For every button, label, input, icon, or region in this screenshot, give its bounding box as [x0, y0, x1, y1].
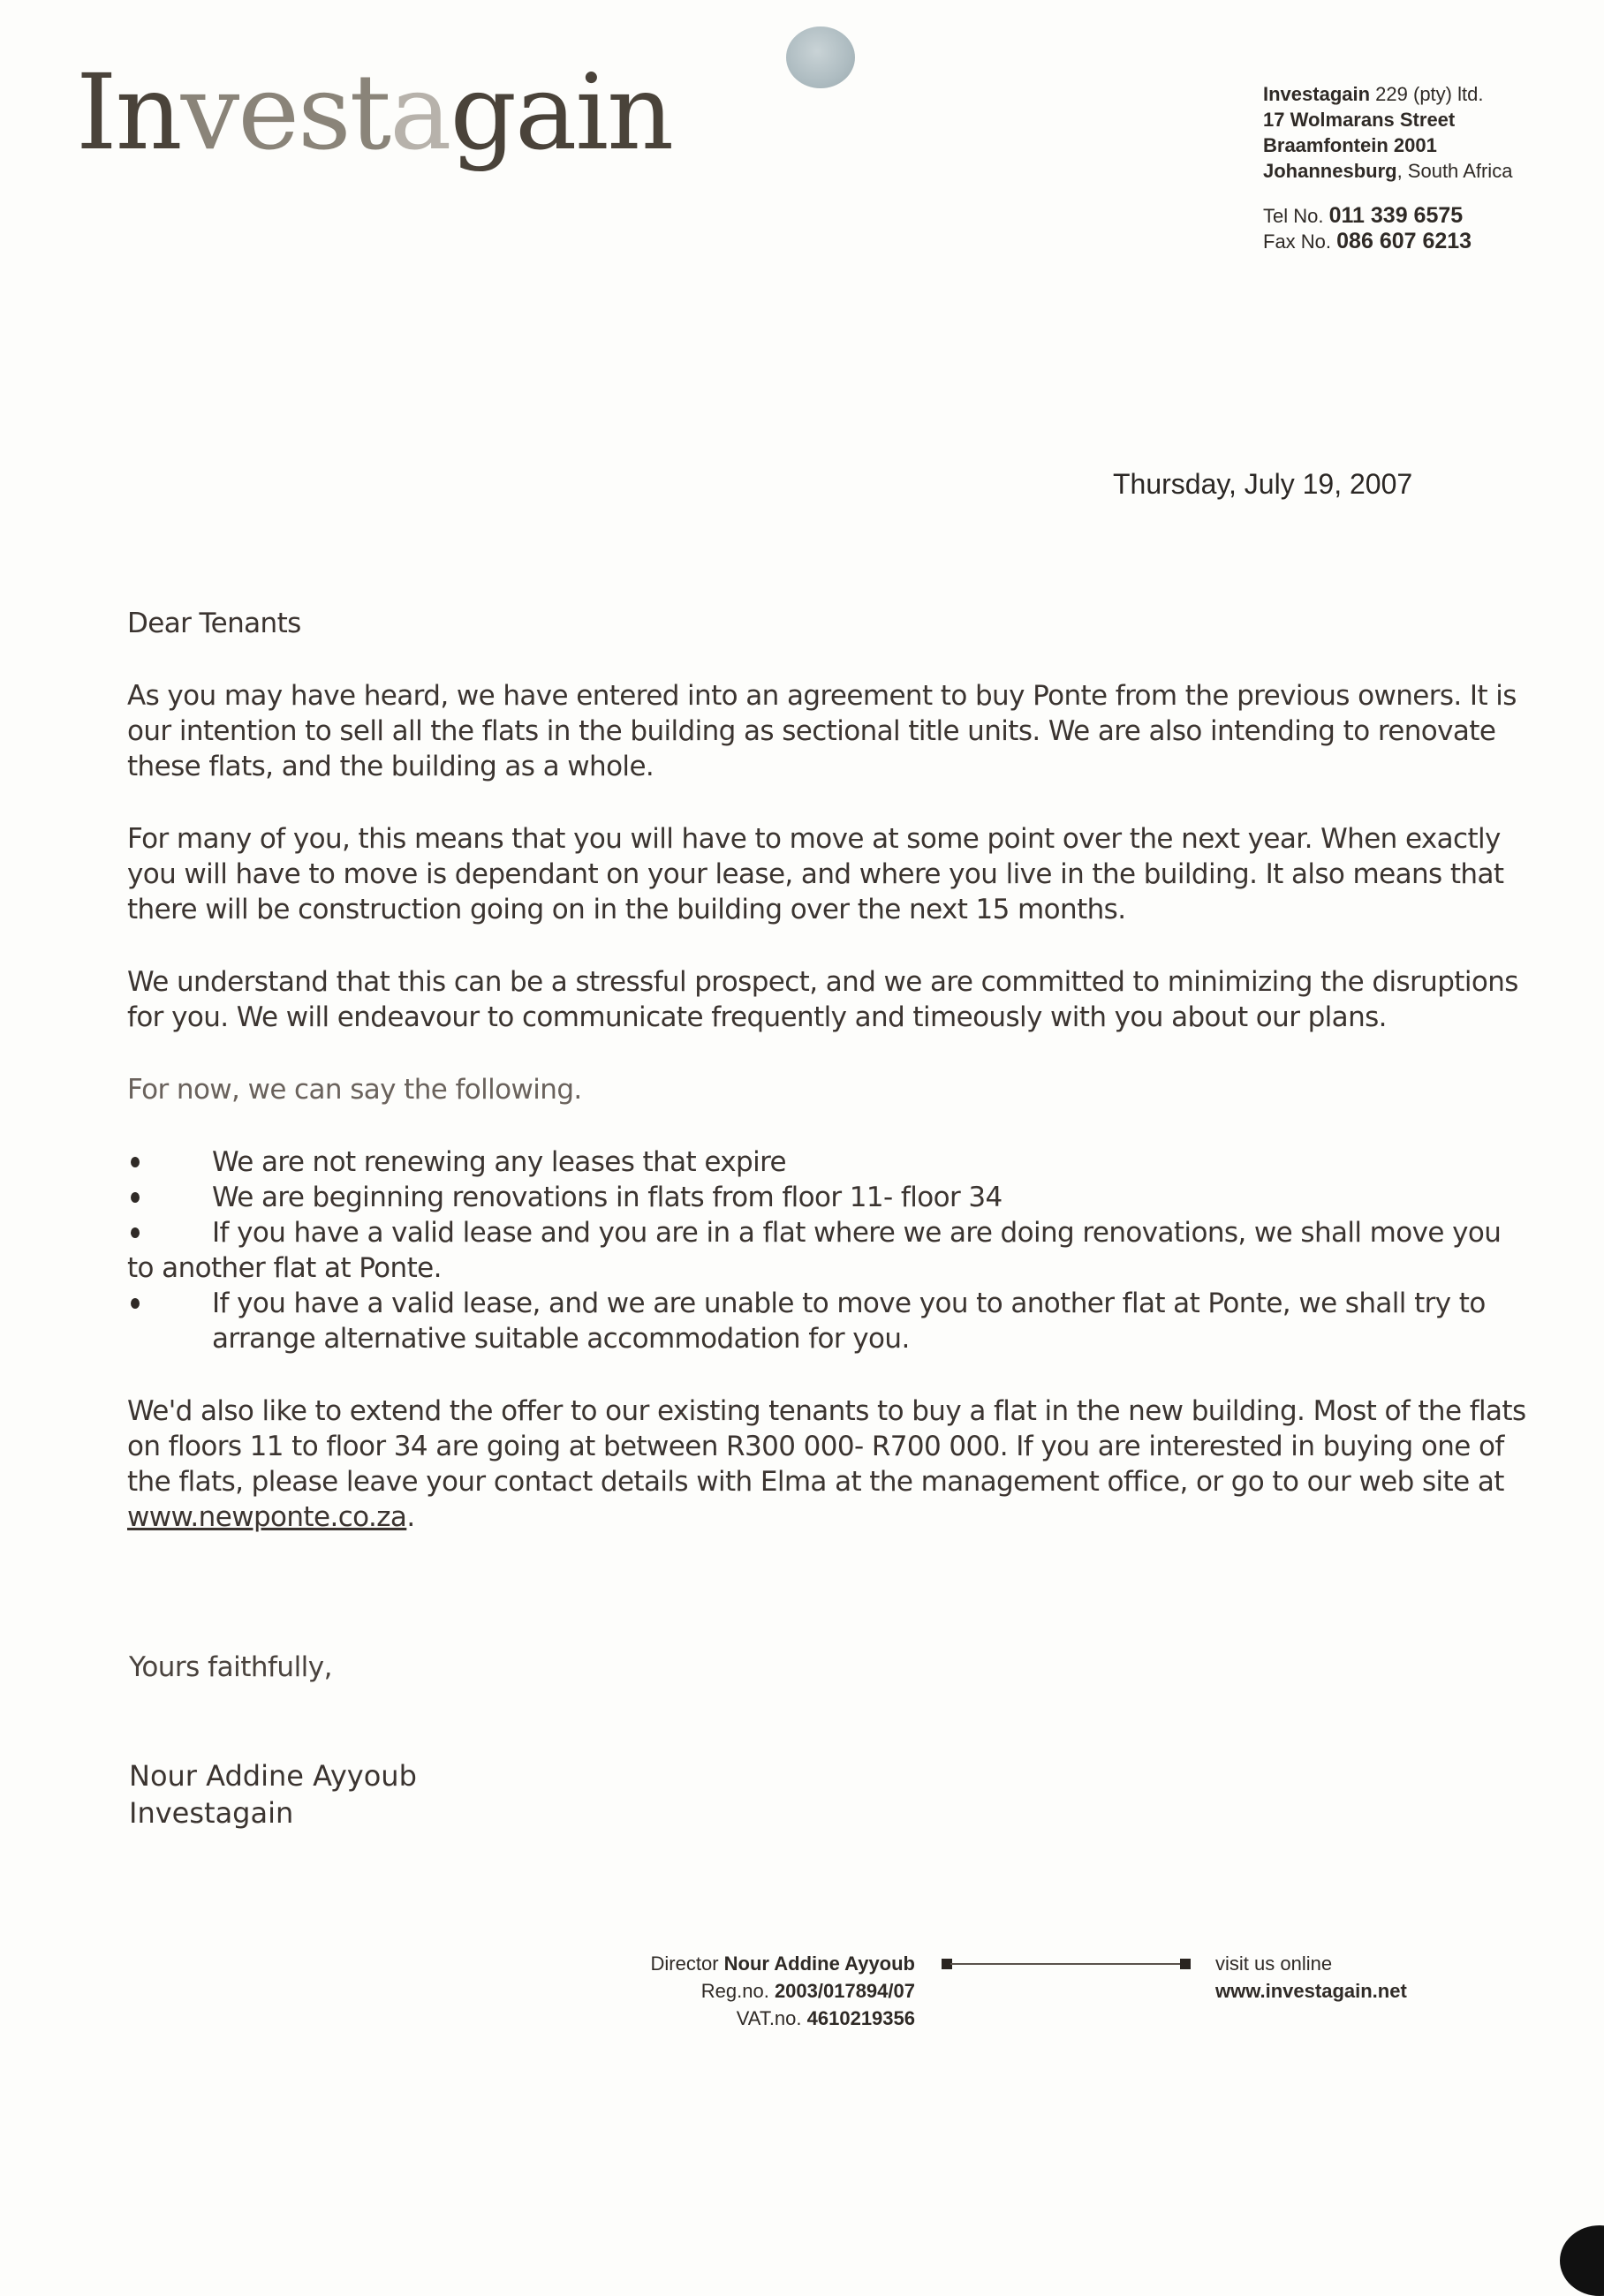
bullet-item: [127, 1215, 1532, 1286]
signature-block: [129, 1757, 417, 1832]
tel-label: Tel No.: [1263, 205, 1324, 227]
director-label: Director: [650, 1952, 719, 1975]
tel-line: [1263, 203, 1512, 229]
bullet-icon: [131, 1227, 140, 1238]
letterhead-address: [1263, 81, 1512, 254]
bullet-text: If you have a valid lease and you are in a flat where we are doing renovations, we shall move you to another flat at Ponte.: [127, 1217, 1502, 1284]
company-name: Investagain: [1263, 83, 1371, 105]
offer-paragraph: [127, 1393, 1532, 1535]
bullet-icon: [131, 1298, 140, 1309]
address-line3: [1263, 158, 1512, 184]
address-street: 17 Wolmarans Street: [1263, 109, 1456, 131]
vat-label: VAT.no.: [736, 2007, 802, 2029]
pin-icon: [786, 26, 855, 88]
address-city: Johannesburg: [1263, 160, 1397, 182]
salutation: Dear Tenants: [127, 608, 301, 639]
signatory-name: Nour Addine Ayyoub: [129, 1759, 417, 1793]
paragraph: We understand that this can be a stressful prospect, and we are committed to minimizing the disruptions for you. We will endeavour to communicate frequently and timeously with you about our plans.: [127, 966, 1518, 1033]
letter-date: Thursday, July 19, 2007: [1113, 468, 1413, 500]
logo-part: a: [390, 51, 450, 173]
signatory-company: Investagain: [129, 1796, 294, 1830]
address-line2: [1263, 132, 1512, 158]
logo-part: In: [76, 51, 181, 173]
logo-part: v: [180, 51, 238, 173]
offer-end: .: [406, 1501, 415, 1533]
bullet-item: [127, 1144, 1532, 1180]
fax-label: Fax No.: [1263, 230, 1332, 253]
footer-website-link[interactable]: www.investagain.net: [1215, 1980, 1407, 2002]
visit-label: visit us online: [1215, 1952, 1333, 1975]
company-suffix: 229 (pty) ltd.: [1375, 83, 1484, 105]
footer-registration: [651, 1950, 915, 2032]
footer-connector-divider: [942, 1959, 1191, 1969]
paragraph: As you may have heard, we have entered into an agreement to buy Ponte from the previous owners. It is our intention to sell all the flats in the building as sectional title units. We are also intending to renovate these flats, and the building as a whole.: [127, 680, 1517, 782]
address-line1: [1263, 107, 1512, 132]
company-line: [1263, 81, 1512, 107]
bullet-item: [127, 1180, 1532, 1215]
paragraph: For now, we can say the following.: [127, 1074, 582, 1106]
bullet-item: [127, 1286, 1532, 1356]
letter-body: [127, 606, 1532, 1572]
fax-value: 086 607 6213: [1336, 229, 1472, 253]
logo-part: gain: [450, 51, 673, 173]
vat-value: 4610219356: [806, 2007, 915, 2029]
page-corner-shadow: [1560, 2225, 1604, 2296]
bullet-text: We are beginning renovations in flats from floor 11- floor 34: [212, 1182, 1002, 1213]
vat-line: [651, 2005, 915, 2032]
reg-label: Reg.no.: [700, 1980, 769, 2002]
offer-text: We'd also like to extend the offer to our existing tenants to buy a flat in the new building. Most of the flats on floors 11 to floor 34 are going at between R300 000- R700 000. If you are interested in buying one of the flats, please leave your contact details with Elma at the management office, or go to our web site at: [127, 1395, 1526, 1498]
bullet-list: [127, 1144, 1532, 1356]
bullet-text: If you have a valid lease, and we are unable to move you to another flat at Ponte, we shall try to arrange alternative suitable accommodation for you.: [212, 1288, 1486, 1355]
bullet-icon: [131, 1157, 140, 1167]
bullet-text: We are not renewing any leases that expire: [212, 1146, 787, 1178]
reg-line: [651, 1977, 915, 2005]
reg-value: 2003/017894/07: [774, 1980, 915, 2002]
square-icon: [1180, 1959, 1191, 1969]
company-logo: [76, 51, 673, 173]
logo-part: est: [238, 51, 390, 173]
website-link[interactable]: www.newponte.co.za: [127, 1501, 407, 1533]
director-name: Nour Addine Ayyoub: [723, 1952, 915, 1975]
fax-line: [1263, 229, 1512, 254]
address-suburb: Braamfontein 2001: [1263, 134, 1437, 156]
director-line: [651, 1950, 915, 1977]
bullet-icon: [131, 1192, 140, 1203]
divider-line: [950, 1963, 1182, 1965]
footer-web: [1215, 1950, 1407, 2005]
address-country: , South Africa: [1396, 160, 1513, 182]
paragraph: For many of you, this means that you will have to move at some point over the next year. When exactly you will have to move is dependant on your lease, and where you live in the building. It also means that there will be construction going on in the building over the next 15 months.: [127, 823, 1504, 925]
tel-value: 011 339 6575: [1328, 203, 1464, 228]
closing: Yours faithfully,: [129, 1651, 332, 1683]
